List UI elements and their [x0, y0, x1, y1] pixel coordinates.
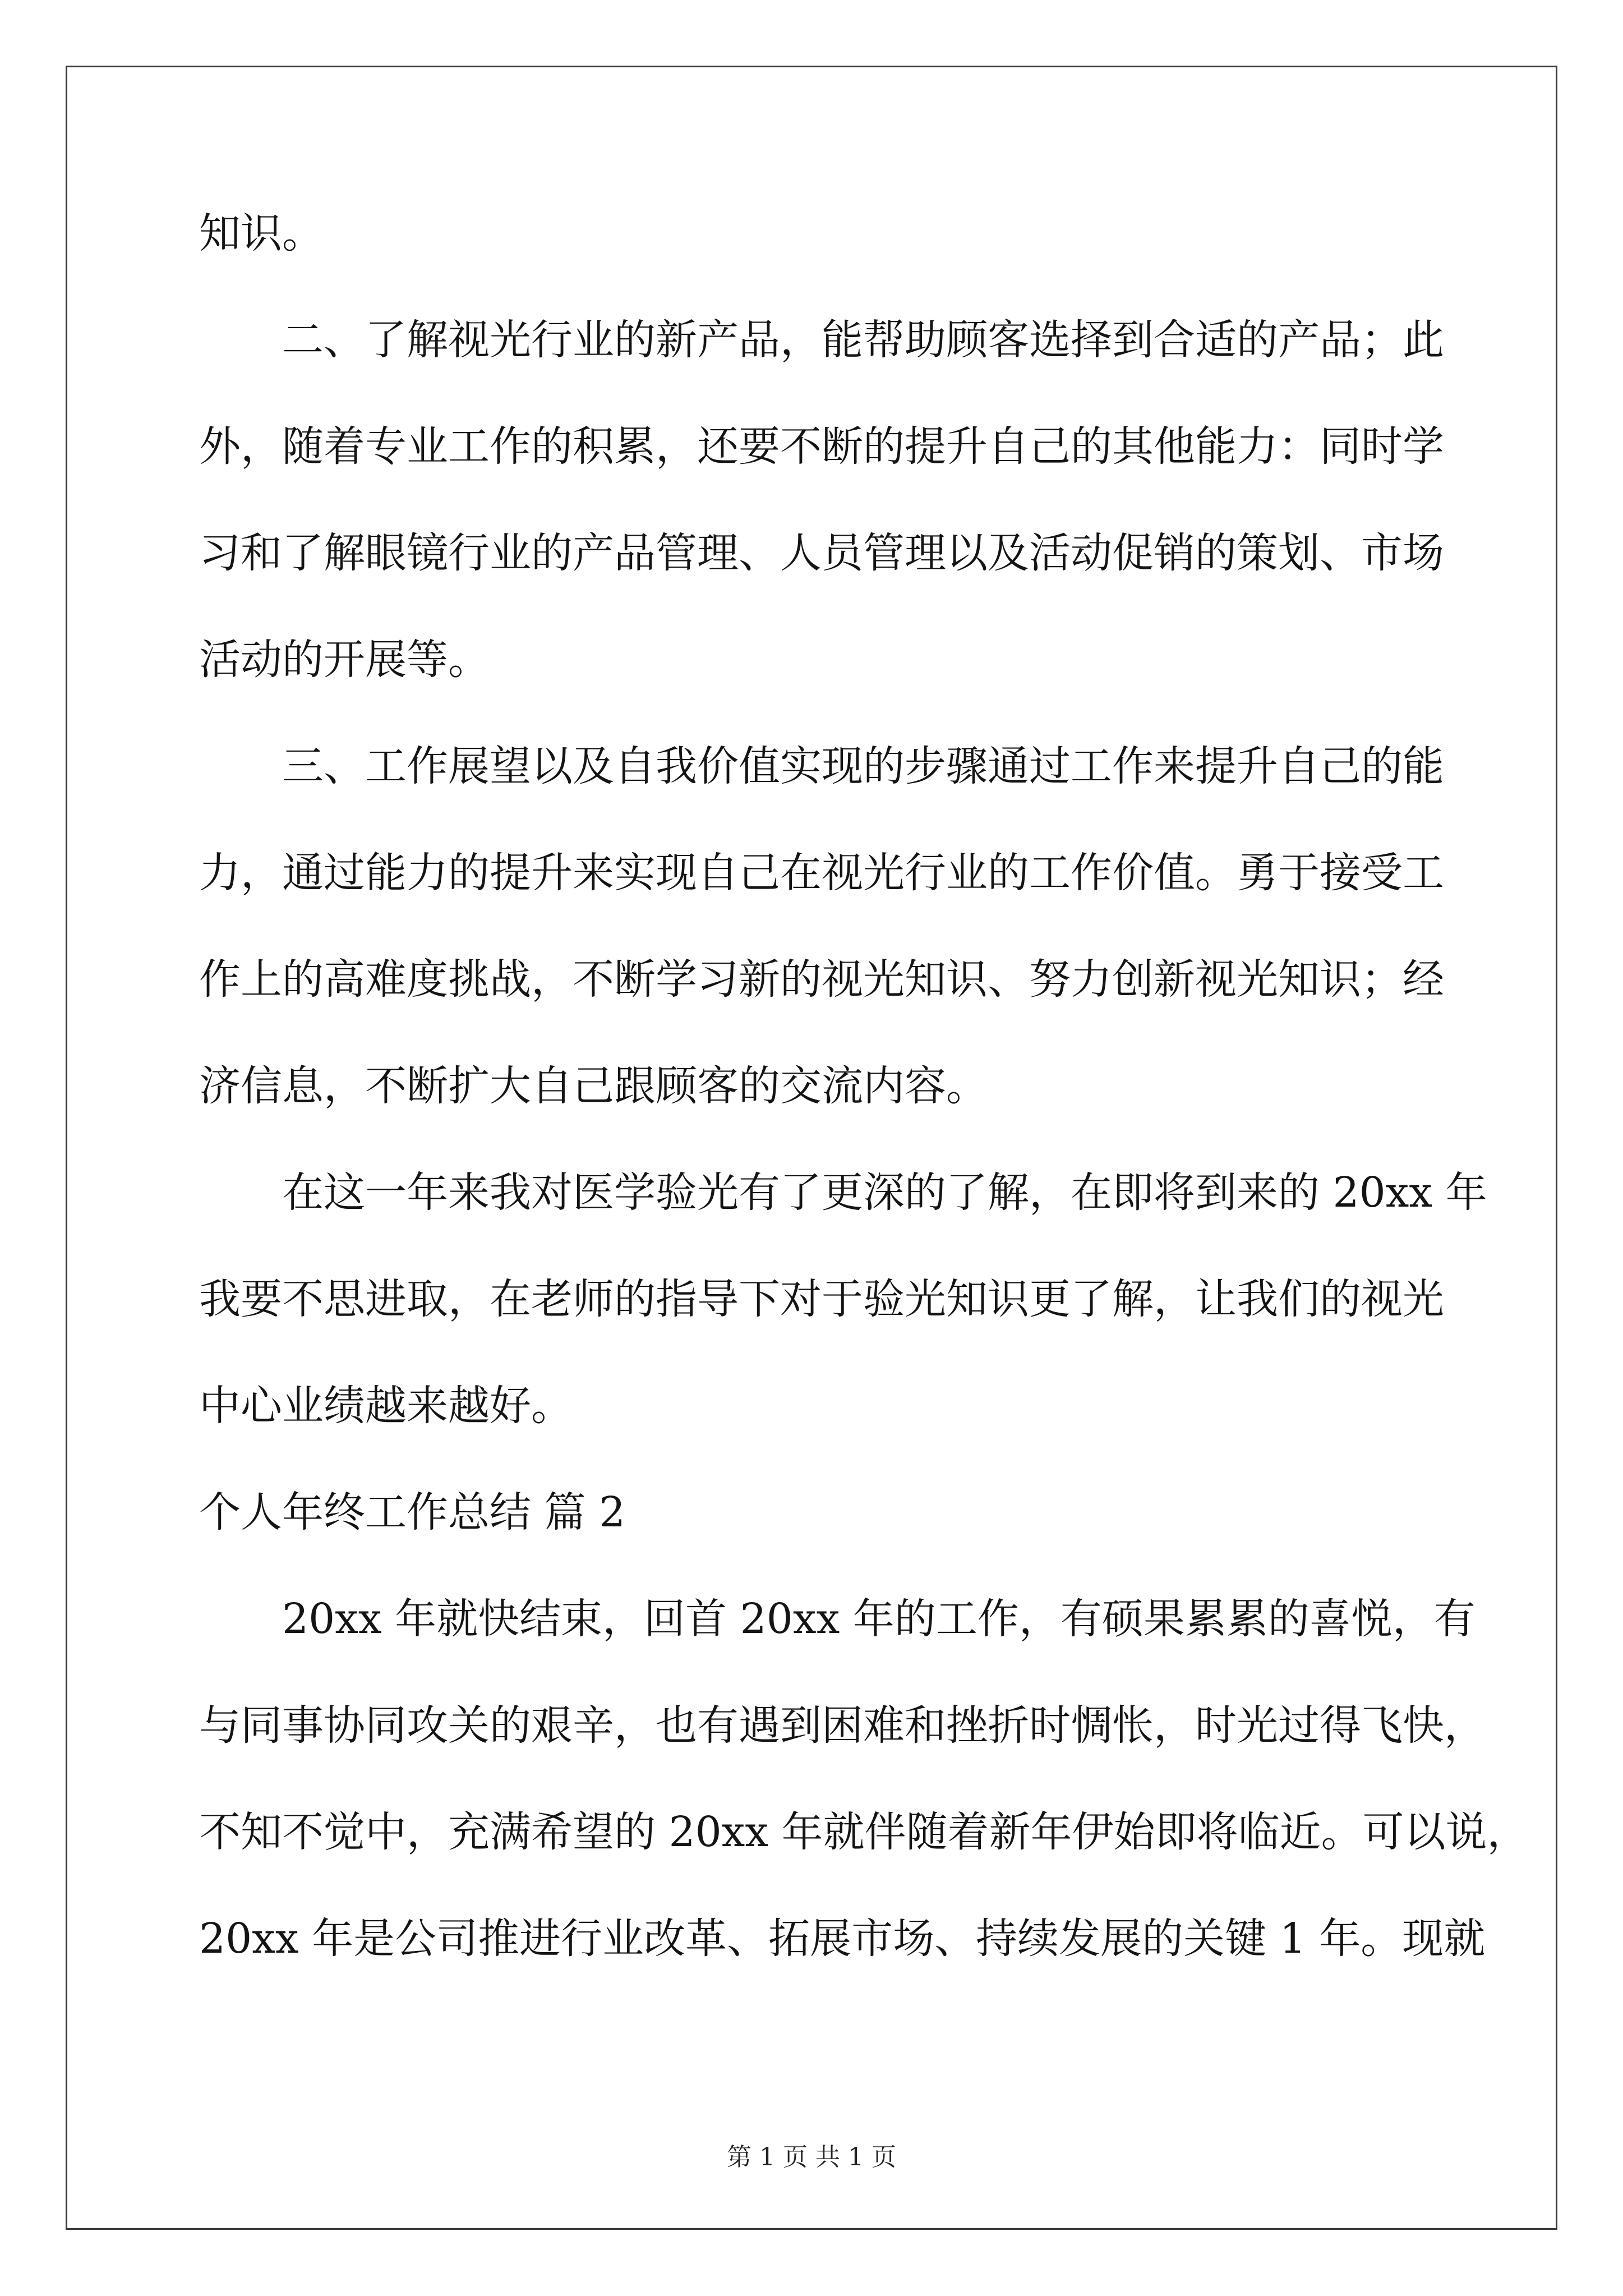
text-line: 济信息，不断扩大自己跟顾客的交流内容。 [199, 1062, 988, 1110]
text-line: 知识。 [199, 209, 324, 257]
text-line: 中心业绩越来越好。 [199, 1382, 573, 1430]
text-line: 二、了解视光行业的新产品，能帮助顾客选择到合适的产品；此 [282, 316, 1444, 364]
text-line: 作上的高难度挑战，不断学习新的视光知识、努力创新视光知识；经 [199, 955, 1444, 1004]
text-line: 20xx 年是公司推进行业改革、拓展市场、持续发展的关键 1 年。现就 [199, 1915, 1486, 1963]
text-line: 活动的开展等。 [199, 636, 490, 684]
text-line: 在这一年来我对医学验光有了更深的了解，在即将到来的 20xx 年 [282, 1168, 1487, 1217]
text-line: 与同事协同攻关的艰辛，也有遇到困难和挫折时惆怅，时光过得飞快， [199, 1701, 1486, 1750]
text-line: 不知不觉中，充满希望的 20xx 年就伴随着新年伊始即将临近。可以说， [199, 1808, 1529, 1856]
page-border [66, 66, 1557, 2230]
text-line: 三、工作展望以及自我价值实现的步骤通过工作来提升自己的能 [282, 742, 1444, 790]
text-line: 习和了解眼镜行业的产品管理、人员管理以及活动促销的策划、市场 [199, 529, 1444, 577]
text-line: 我要不思进取，在老师的指导下对于验光知识更了解，让我们的视光 [199, 1275, 1444, 1323]
text-line: 外，随着专业工作的积累，还要不断的提升自己的其他能力：同时学 [199, 422, 1444, 471]
section-heading: 个人年终工作总结 篇 2 [199, 1488, 626, 1536]
text-line: 力，通过能力的提升来实现自己在视光行业的工作价值。勇于接受工 [199, 849, 1444, 897]
page-footer: 第 1 页 共 1 页 [727, 2143, 896, 2171]
text-line: 20xx 年就快结束，回首 20xx 年的工作，有硕果累累的喜悦，有 [282, 1595, 1476, 1643]
